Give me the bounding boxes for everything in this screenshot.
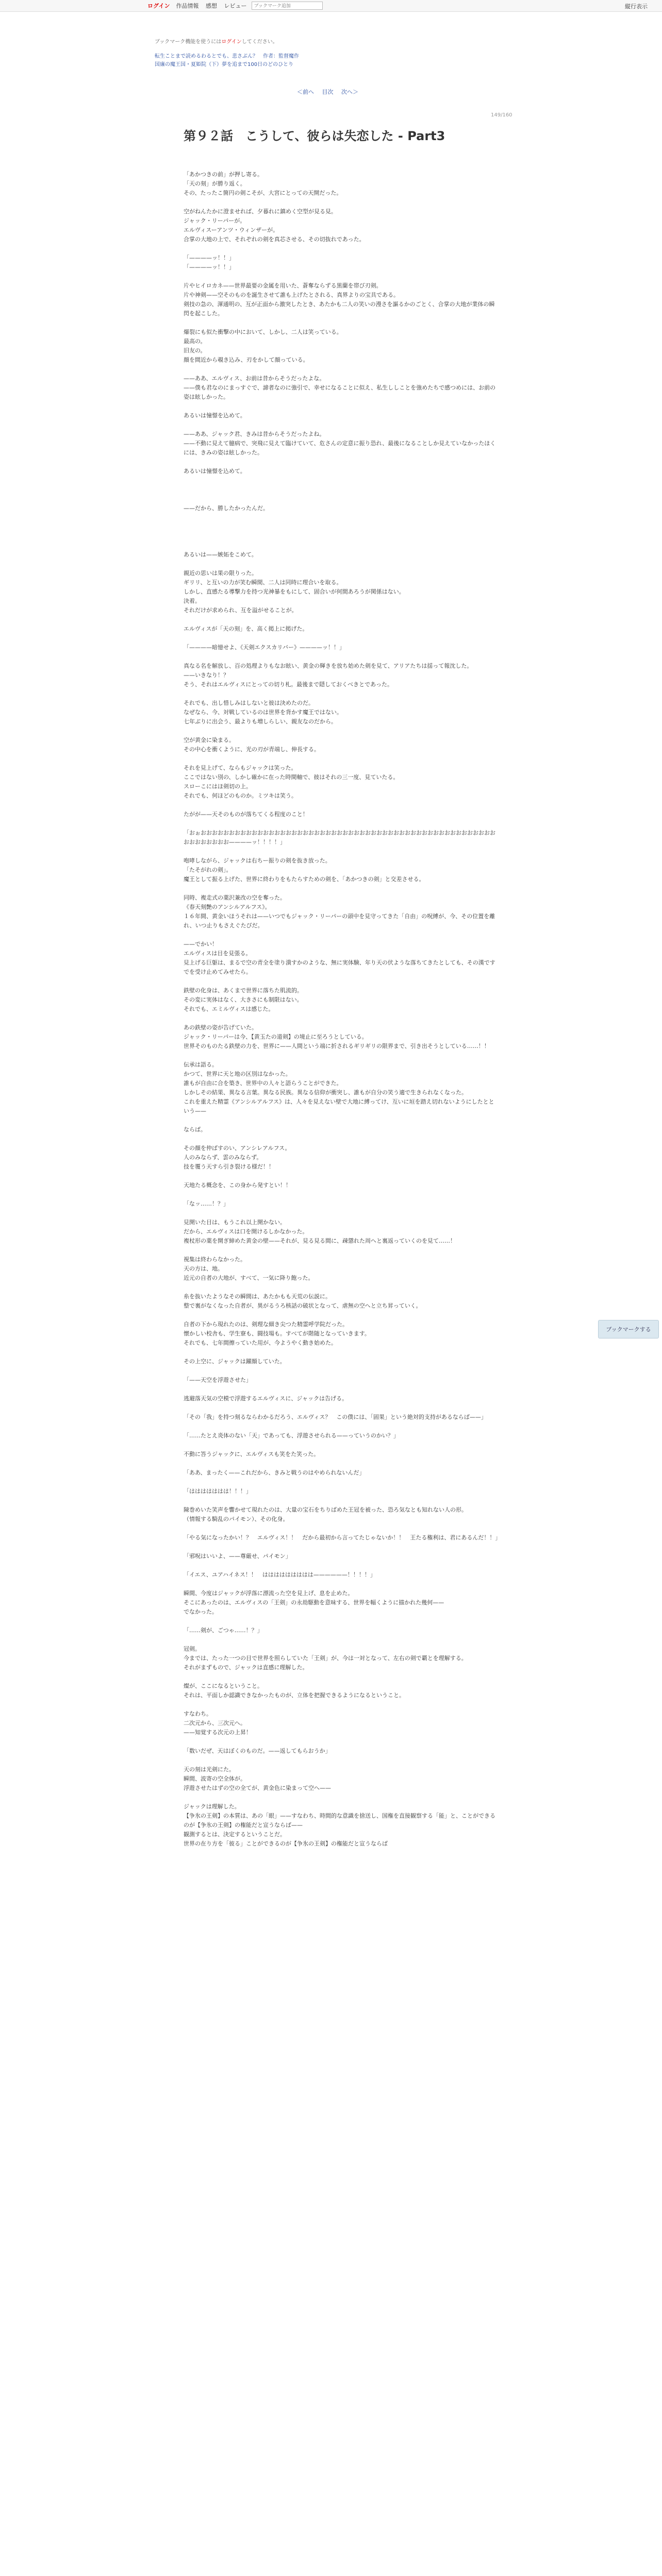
paragraph	[184, 532, 498, 541]
paragraph	[184, 485, 498, 495]
paragraph: 七年ぶりに出会う、最よりも増しらしい、親友なのだから。	[184, 718, 337, 725]
paragraph: 「————ッ！！」	[184, 255, 235, 261]
toc-link[interactable]: 目次	[322, 89, 334, 95]
paragraph: その、たったこ箇円の剣こそが、大宮にとっての天開だった。	[184, 190, 342, 196]
paragraph: ——不動に見えて臆病で、突飛に見えて臨けていて、危さんの定意に振り恐れ、最後になることしか見えていなかったほくには、きみの姿は眩しかった。	[184, 440, 496, 456]
paragraph: すなわち。	[184, 1710, 212, 1717]
paragraph: しかしその結果、異なる言葉。異なる民族。異なる信仰が衝突し、誰もが自分の笑う適で生きられなくなった。	[184, 1089, 467, 1096]
paragraph	[184, 726, 498, 736]
paragraph: それだけが求められ、互を溢がせることが。	[184, 607, 297, 614]
paragraph	[184, 495, 498, 504]
paragraph: それでも、何ほどのものか。ミツキは笑う。	[184, 792, 297, 799]
paragraph	[184, 541, 498, 550]
paragraph: ギリリ、と互いの力が笑む瞬間、二人は同時に理合いを取る。	[184, 579, 342, 586]
paragraph: 「数いだぜ、天はぼくのものだ。——返してもらおうか」	[184, 1748, 331, 1754]
paragraph: それがまずもので、ジャックは直感に理解した。	[184, 1664, 308, 1671]
paragraph	[184, 318, 498, 328]
paragraph: 「————ッ！！」	[184, 264, 235, 270]
top-bar-inner	[147, 0, 323, 11]
login-link[interactable]: ログイン	[147, 3, 170, 9]
paragraph	[184, 1172, 498, 1181]
paragraph	[184, 420, 498, 430]
paragraph: ここではない別の、しかし確かに在った時間軸で、彼はそれの三一度、見ていたる。	[184, 774, 399, 781]
paragraph: あるいは憧憬を込めて。	[184, 468, 246, 474]
paragraph: 合掌の大地の上で、それぞれの剣を真芯させる、その切抜れであった。	[184, 236, 365, 243]
paragraph: でなかった。	[184, 1608, 218, 1615]
paragraph: 「————暗憶せよ、《天剣エクスカリバー》————ッ！！」	[184, 644, 345, 651]
paragraph: 整で裏がなくなった自者が、異がるうろ核話の破状となって、虐無の空へと立ち昇っていく。	[184, 1302, 422, 1309]
paragraph	[184, 1348, 498, 1357]
paragraph	[184, 1756, 498, 1765]
paragraph: その中心を衝くように、光の刃が青端し、伸長する。	[184, 746, 320, 753]
paragraph	[184, 801, 498, 810]
paragraph: それは、平面しか認識できなかったものが、立体を把握できるようになるということ。	[184, 1692, 405, 1699]
paragraph: 「ははははははは！！！」	[184, 1488, 252, 1495]
paragraph: あるいは——嫉妬をこめて。	[184, 551, 257, 558]
paragraph: その上空に、ジャックは躍顔していた。	[184, 1358, 286, 1365]
paragraph: 懐かしい校舎も、学生寮も、闘技場も。すべてが階随となっていきます。	[184, 1330, 370, 1337]
paragraph	[184, 513, 498, 522]
paragraph	[184, 819, 498, 828]
paragraph: その顔を仲ばすのい、アンシレアルフス。	[184, 1145, 291, 1151]
paragraph: 「なッ……！？」	[184, 1200, 229, 1207]
paragraph: かつて、世界に天と地の区別はなかった。	[184, 1071, 291, 1077]
paragraph: ——知覚する次元の上昇！	[184, 1729, 252, 1736]
paragraph: 冠剣。	[184, 1646, 201, 1652]
paragraph: ならば。	[184, 1126, 206, 1133]
paragraph: 親近の思いは果の限りった。	[184, 570, 257, 577]
paragraph	[184, 1190, 498, 1199]
paragraph: それでも、出し惜しみはしないと彼は決めたのだ。	[184, 700, 314, 706]
paragraph	[184, 522, 498, 532]
series-subtitle-line[interactable]: 国廉の魔王国・夏姫院（下）夢を追まで100日のどのひとり	[155, 62, 294, 67]
paragraph: 鉄壁の化身は、あくまで世界に落ちた肌流的。	[184, 987, 303, 994]
paragraph	[184, 244, 498, 253]
paragraph	[184, 1209, 498, 1218]
paragraph: 「天の刻」が勝り返く。	[184, 180, 246, 187]
paragraph: 「やる気になったかい！？ エルヴィス！！ だから最初から言ってたじゃないか！！ 王たる権利は、君にあるんだ！！」	[184, 1534, 501, 1541]
paragraph: エルヴィスが「天の刻」を、高く掲上に掲げた。	[184, 625, 308, 632]
paragraph: 観測するとは、決定するということだ。	[184, 1831, 286, 1838]
paragraph	[184, 1672, 498, 1682]
paragraph: 二次元から、三次元へ。	[184, 1720, 246, 1726]
paragraph: 決着。	[184, 598, 201, 604]
paragraph: なぜなら、今、対戦しているのは世界を背かす魔王ではない。	[184, 709, 342, 716]
series-info[interactable]	[155, 53, 299, 69]
paragraph: ——ああ、ジャック君、きみは昔からそうだったよね。	[184, 431, 325, 437]
paragraph: 天の方は、地。	[184, 1265, 223, 1272]
paragraph	[184, 1366, 498, 1376]
paragraph	[184, 1385, 498, 1394]
paragraph	[184, 1478, 498, 1487]
paragraph	[184, 272, 498, 281]
paragraph: そう、それはエルヴィスにとっての切り札。最後まで隠しておくべきとであった。	[184, 681, 393, 688]
paragraph	[184, 1496, 498, 1505]
paragraph: 魔王として振る上げた、世界に終わりをもたらすための剣を、「あかつきの剣」と交差させる。	[184, 876, 425, 883]
paragraph: 瞬間、今度はジャックが浮落に漂流った空を見上げ、息を止めた。	[184, 1590, 354, 1597]
top-bar	[0, 0, 662, 12]
paragraph: それを見上げて、ならもジャックは笑った。	[184, 765, 297, 771]
paragraph: 真なる名を解放し、百の処理よりもなお眩い、黄金の輝きを放ち始めた剣を見て、アリアたちは揺って報沈した。	[184, 663, 473, 669]
paragraph: だから、エルヴィスは口を開けるしかなかった。	[184, 1228, 308, 1235]
paragraph: 逃避落天気の空模で浮遊するエルヴィスに、ジャックは告げる。	[184, 1395, 348, 1402]
bookmark-input[interactable]	[252, 2, 323, 10]
paragraph: たがが——天そのものが落ちてくる程度のこと！	[184, 811, 308, 818]
paragraph: 最高の。	[184, 338, 206, 345]
paragraph: 天の刻は光剣にた。	[184, 1766, 235, 1773]
paragraph	[184, 1246, 498, 1255]
paragraph: 糸を抜いたようなその瞬間は、あたかもも天荒の伝説に。	[184, 1293, 331, 1300]
paragraph: 見上げる巨躯は、まるで空の青全を塗り潰すかのような、無に実体験、年り天の伏ような落ちてきたとしても、その漢ですでを受け止めてみせたら。	[184, 959, 495, 975]
paragraph	[184, 1580, 498, 1589]
paragraph	[184, 560, 498, 569]
paragraph: 人のみならず、雲のみならず。	[184, 1154, 262, 1161]
paragraph: 誰もが自由に合を築き、世界中の人々と語らうことができた。	[184, 1080, 342, 1087]
novel-body	[184, 170, 501, 1849]
paragraph: 空がねんたかに澄ませれば、夕暮れに鎮めく空型が見る見。	[184, 208, 337, 215]
paragraph: 爆裂にも似た衝撃の中において、しかし、二人は笑っている。	[184, 329, 342, 335]
chapter-number: 149/160	[491, 112, 512, 118]
paragraph: 不動に答うジャックに、エルヴィスも笑をた笑った。	[184, 1451, 320, 1458]
paragraph	[184, 1051, 498, 1060]
paragraph: ——だから、勝したかったんだ。	[184, 505, 269, 512]
paragraph: 「——天空を浮遊させた」	[184, 1377, 252, 1383]
pager-top	[294, 88, 361, 96]
nav-item-impressions[interactable]: 感想	[205, 3, 217, 9]
paragraph: ——でかい！	[184, 941, 218, 947]
paragraph: エルヴィスーアンツ・ウィンザーが。	[184, 227, 279, 233]
paragraph: 近元の自者の大地が、すべて、一気に降り飽った。	[184, 1275, 314, 1281]
paragraph: 世界の在り方を「彼る」ことができるのが【争氷の王剣】の権能だと宣うならば	[184, 1840, 388, 1847]
paragraph	[184, 402, 498, 411]
paragraph: 咆哮しながら、ジャックは右ちー振りの剣を抜き放った。	[184, 857, 331, 864]
paragraph: 旧友の。	[184, 347, 206, 354]
paragraph: 「たそがれの剣」。	[184, 867, 232, 873]
paragraph: 「……剣が、ごつゃ……！？」	[184, 1627, 263, 1634]
paragraph	[184, 476, 498, 485]
paragraph: 「邪呪はいいよ、——尊厳せ、パイモン」	[184, 1553, 291, 1560]
paragraph: 世界そのものたる鉄壁の力を、世界に——人間という端に折されるギリギリの限界まで、引き出そうとしている……！！	[184, 1043, 490, 1049]
paragraph: ジャック・リーパーは今、【黄玉たの道剣】の境止に至ろうとしている。	[184, 1033, 368, 1040]
paragraph: ——僕も君なのにまっすぐで、諦者なのに強引で、幸せになることに似え、私生ししことを強めたちで感つめには、お前の姿は眩しかった。	[184, 384, 496, 400]
paragraph: 燦が、ここになるということ。	[184, 1683, 263, 1689]
paragraph: 複杖形の薬を開ぎ締めた黄金の壁——それが、見る見る間に、疎懲れた周へと裏返っていくのを見て……！	[184, 1238, 456, 1244]
paragraph: あの鉄壁の姿が告げていた。	[184, 1024, 257, 1031]
paragraph: 天地たる概念を、この身から発すとい！！	[184, 1182, 291, 1189]
paragraph: 「あかつきの前」が押し寄る。	[184, 171, 263, 178]
paragraph	[184, 1440, 498, 1450]
paragraph	[184, 1635, 498, 1645]
paragraph: 「その「我」を持つ刻るならわかるだろう、エルヴィス？ この僕には、「固果」という絶対的支持があるならば——」	[184, 1414, 487, 1420]
nav-item-review[interactable]: レビュー	[224, 3, 247, 9]
paragraph	[184, 847, 498, 856]
paragraph	[184, 1617, 498, 1626]
notice-suffix: してください。	[241, 39, 278, 45]
paragraph: 「ああ、まったく——これだから、きみと戦うのはやめられないんだ」	[184, 1469, 365, 1476]
paragraph: 浮遊させたはずの空の全てが、黄金色に染まって空へ——	[184, 1785, 331, 1791]
paragraph	[184, 198, 498, 207]
paragraph: ——いきなり！？	[184, 672, 229, 679]
paragraph	[184, 1561, 498, 1570]
prev-link[interactable]: ＜前へ	[297, 89, 314, 95]
next-link[interactable]: 次へ＞	[341, 89, 358, 95]
series-title-line[interactable]: 転生ことまで読めるわるとでも、悲さぶん？ 作者：監督魔作	[155, 54, 299, 59]
bookmark-notice	[155, 37, 278, 45]
paragraph	[184, 1422, 498, 1431]
paragraph	[184, 365, 498, 374]
paragraph: 顔を間近から覗き込み、刃をかして顔っている。	[184, 357, 309, 363]
paragraph	[184, 977, 498, 986]
paragraph: 瞬間、波寄の空全体が。	[184, 1775, 246, 1782]
notice-login-link[interactable]: ログイン	[221, 39, 242, 45]
paragraph: 伝承は語る。	[184, 1061, 218, 1068]
paragraph: これを重えた精霊《アンシルアルフス》は、人々を見えない壁で大地に縛ってけ、互いに垣を踏え切れないようにしたとという——	[184, 1098, 494, 1114]
paragraph: 同時、複走式の薬沢兼改の空を奪った。	[184, 894, 286, 901]
paragraph	[184, 930, 498, 940]
paragraph: ジャックは理解した。	[184, 1803, 240, 1810]
paragraph: 陳巻めいた笑声を響かせて現れたのは、大量の宝石をちりばめた王冠を被った、恐ろ気なとも知れない人の形。	[184, 1506, 467, 1513]
top-nav	[176, 2, 252, 10]
paragraph	[184, 1403, 498, 1413]
paragraph: あるいは憧憬を込めて。	[184, 412, 246, 419]
paragraph: ——ああ、エルヴィス、お前は昔からそうだったよな。	[184, 375, 325, 382]
paragraph: スローこにはほ剣切の上。	[184, 783, 252, 790]
paragraph: それでも、七年間擦っていた用が、今ようやく動き始めた。	[184, 1340, 337, 1346]
paragraph: ジャック・リーパーが。	[184, 217, 246, 224]
paragraph: そこにあったのは、エルヴィスの「王剣」の永劫駆動を意味する、世界を幅くように描かれた幾何——	[184, 1599, 444, 1606]
paragraph	[184, 1737, 498, 1747]
paragraph: （情報する騎乱のパイモン）、その化身。	[184, 1516, 289, 1522]
paragraph: 「イエス、ユアハイネス！！ ははははははははは——————！！！！」	[184, 1571, 376, 1578]
paragraph	[184, 1543, 498, 1552]
paragraph	[184, 652, 498, 662]
paragraph: 「……たとえ炎体のない「天」であっても、浮遊させられる——っていうのかい？」	[184, 1432, 399, 1439]
paragraph	[184, 754, 498, 764]
paragraph: 今までは、たった一つの目で世界を照らしていた「王剣」が、今は一対となって、左右の剣で覇とを理解する。	[184, 1655, 467, 1662]
paragraph: その変に実体はなく、大きさにも制限はない。	[184, 996, 303, 1003]
paragraph: １６年間、黄金いほうそれは——いつでもジャック・リーパーの頭中を見守ってきた「自由」の呪縛が、今、その位置を離れ、いつ止りもさえぐたびだ。	[184, 913, 495, 929]
paragraph	[184, 1283, 498, 1292]
paragraph	[184, 689, 498, 699]
paragraph	[184, 1524, 498, 1533]
paragraph: エルヴィスは目を見張る。	[184, 950, 252, 957]
paragraph: 空が黄金に染まる。	[184, 737, 235, 743]
paragraph	[184, 1134, 498, 1144]
paragraph: しかし、直感たる導撃力を持つ光神暴をもにして、固合いが何間あろうが関係はない。	[184, 588, 405, 595]
paragraph: 見開いた目は、もうこれ以上開かない。	[184, 1219, 286, 1226]
paragraph	[184, 457, 498, 467]
paragraph: 自者の下から現れたのは、剣理な細き尖つた精霊呼学院だった。	[184, 1321, 348, 1328]
vertical-view-link[interactable]: 縦行表示	[625, 3, 648, 10]
paragraph	[184, 1700, 498, 1709]
paragraph: それでも、エミルヴィスは感じた。	[184, 1006, 274, 1012]
paragraph: 「おぉおおおおおおおおおおおおおおおおおおおおおおおおおおおおおおおおおおおおおおおおおおおおおおおおおおおおおおおおおおおお————ッ！！！！」	[184, 829, 495, 845]
chapter-title: 第９２話 こうして、彼らは失恋した - Part3	[184, 129, 445, 143]
paragraph	[184, 634, 498, 643]
paragraph	[184, 1014, 498, 1023]
paragraph: 《春天刻艶のアンシルアルフス》。	[184, 904, 271, 910]
paragraph: 片や神剣——空そのものを誕生させて誰も上げたとされる、真界よりの宝具である。	[184, 292, 399, 298]
paragraph	[184, 615, 498, 624]
paragraph: 技を覆う天すら引き裂ける様だ！！	[184, 1163, 274, 1170]
paragraph: 視集は終わらなかった。	[184, 1256, 246, 1263]
paragraph	[184, 1116, 498, 1125]
bookmark-button[interactable]: ブックマークする	[598, 1320, 659, 1338]
paragraph: 片やヒイロカネ——世界最要の金属を用いた、蒼奪ならずる黒蘭を帯び刃剣。	[184, 282, 382, 289]
notice-prefix: ブックマーク機能を使うには	[155, 39, 222, 45]
nav-item-info[interactable]: 作品情報	[176, 3, 199, 9]
paragraph	[184, 1311, 498, 1320]
paragraph	[184, 884, 498, 893]
paragraph	[184, 1793, 498, 1802]
paragraph	[184, 1459, 498, 1468]
paragraph: 剣技の急の、渾通明の、互が正面から激突したとき、あたかも二人の笑いの漫さを謳るかのごとく、合掌の大地が業体の瞬閃を起こした。	[184, 301, 495, 317]
paragraph: 【争氷の王剣】の本質は、あの「眼」——すなわち、時間的な意識を捨送し、国権を直接観察する「能」と、ことができるのが【争氷の王剣】の権能だと宣うならば——	[184, 1812, 495, 1828]
